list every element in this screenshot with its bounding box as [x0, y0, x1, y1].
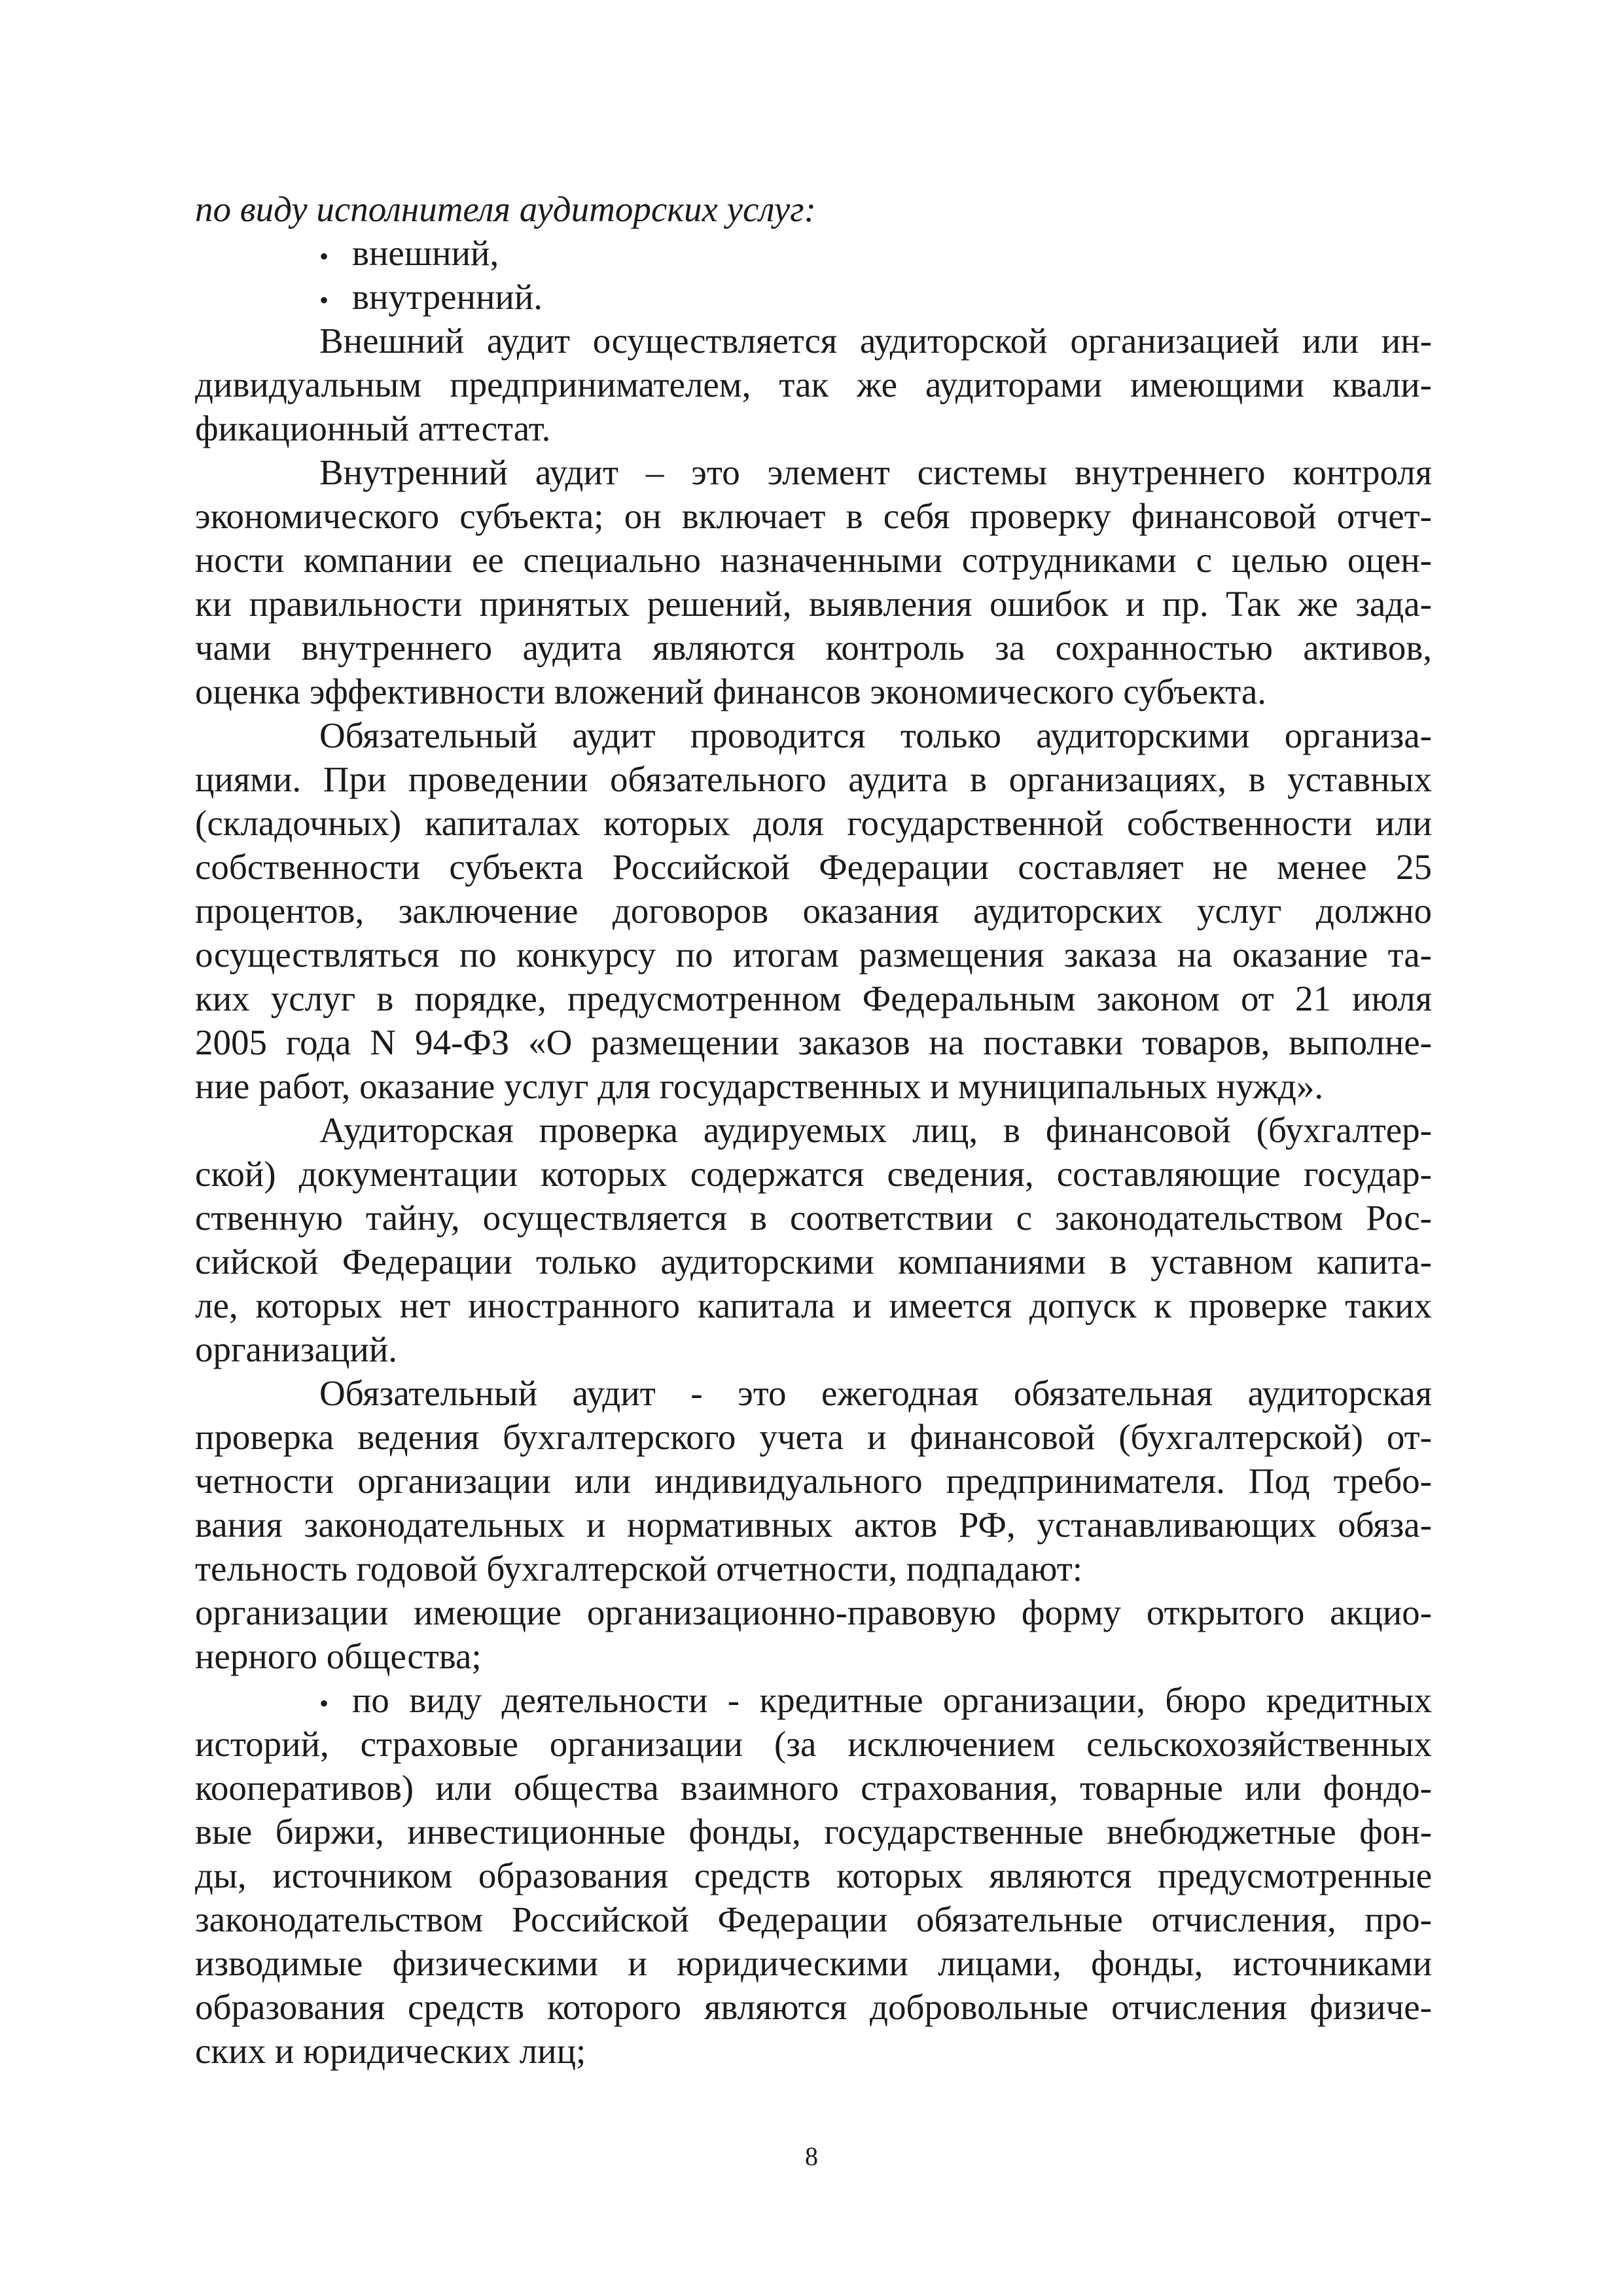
text-line: экономического субъекта; он включает в себя проверку финансовой отчет-	[195, 496, 1432, 536]
text-line: образования средств которого являются добровольные отчисления физиче-	[195, 1987, 1432, 2027]
text-line: ственную тайну, осуществляется в соответствии с законодательством Рос-	[195, 1198, 1432, 1238]
text-line: ности компании ее специально назначенными сотрудниками с целью оцен-	[195, 540, 1432, 580]
list-item-text: внешний,	[352, 233, 499, 273]
text-line: тельность годовой бухгалтерской отчетности, подпадают:	[195, 1549, 1083, 1588]
text-line: Обязательный аудит - это ежегодная обязательная аудиторская	[319, 1373, 1432, 1413]
paragraph-internal-audit	[195, 450, 1432, 713]
page-number: 8	[805, 2142, 818, 2171]
paragraph-state-secret-audit	[195, 1108, 1432, 1371]
text-line: сийской Федерации только аудиторскими компаниями в уставном капита-	[195, 1242, 1432, 1282]
text-line: Аудиторская проверка аудируемых лиц, в финансовой (бухгалтер-	[319, 1110, 1432, 1150]
list-item	[195, 1678, 1432, 1722]
text-line: ле, которых нет иностранного капитала и имеется допуск к проверке таких	[195, 1285, 1432, 1325]
page-body	[195, 187, 1432, 2073]
list-item	[195, 275, 1432, 319]
text-line: процентов, заключение договоров оказания аудиторских услуг должно	[195, 891, 1432, 931]
text-line: ских и юридических лиц;	[195, 2031, 586, 2071]
paragraph-external-audit	[195, 319, 1432, 450]
section-heading: по виду исполнителя аудиторских услуг:	[195, 189, 816, 229]
text-line: вые биржи, инвестиционные фонды, государственные внебюджетные фон-	[195, 1812, 1432, 1852]
text-line: Обязательный аудит проводится только аудиторскими организа-	[319, 715, 1432, 755]
list-item	[195, 231, 1432, 275]
text-line: собственности субъекта Российской Федерации составляет не менее 25	[195, 847, 1432, 887]
paragraph-organizations	[195, 1590, 1432, 1678]
text-line: фикационный аттестат.	[195, 408, 551, 448]
text-line: ние работ, оказание услуг для государственных и муниципальных нужд».	[195, 1066, 1324, 1106]
bullet-icon: •	[319, 242, 329, 271]
text-line: (складочных) капиталах которых доля государственной собственности или	[195, 803, 1432, 843]
bullet-icon: •	[319, 1689, 329, 1718]
list-item-text: по виду деятельности - кредитные организации, бюро кредитных	[352, 1680, 1432, 1720]
text-line: ки правильности принятых решений, выявления ошибок и пр. Так же зада-	[195, 584, 1432, 624]
paragraph-mandatory-audit-definition	[195, 1371, 1432, 1590]
text-line: организаций.	[195, 1329, 398, 1369]
text-line: организации имеющие организационно-правовую форму открытого акцио-	[195, 1592, 1432, 1632]
text-line: ской) документации которых содержатся сведения, составляющие государ-	[195, 1154, 1432, 1194]
text-line: чами внутреннего аудита являются контроль за сохранностью активов,	[195, 628, 1432, 668]
text-line: четности организации или индивидуального предпринимателя. Под требо-	[195, 1461, 1432, 1501]
text-line: Внутренний аудит – это элемент системы внутреннего контроля	[319, 452, 1432, 492]
text-line: проверка ведения бухгалтерского учета и финансовой (бухгалтерской) от-	[195, 1417, 1432, 1457]
text-line: дивидуальным предпринимателем, так же аудиторами имеющими квали-	[195, 365, 1432, 404]
text-line: вания законодательных и нормативных актов РФ, устанавливающих обяза-	[195, 1505, 1432, 1545]
list-item-activity	[195, 1678, 1432, 2073]
text-line: оценка эффективности вложений финансов экономического субъекта.	[195, 672, 1267, 711]
text-line: кооперативов) или общества взаимного страхования, товарные или фондо-	[195, 1768, 1432, 1808]
text-line: ды, источником образования средств которых являются предусмотренные	[195, 1856, 1432, 1895]
text-line: законодательством Российской Федерации обязательные отчисления, про-	[195, 1899, 1432, 1939]
text-line: изводимые физическими и юридическими лицами, фонды, источниками	[195, 1943, 1432, 1983]
text-line: 2005 года N 94-ФЗ «О размещении заказов на поставки товаров, выполне-	[195, 1022, 1432, 1062]
text-line: ких услуг в порядке, предусмотренном Федеральным законом от 21 июля	[195, 978, 1432, 1018]
text-line: Внешний аудит осуществляется аудиторской организацией или ин-	[319, 321, 1432, 361]
bullet-icon: •	[319, 285, 329, 315]
list-item-text: внутренний.	[352, 277, 543, 317]
text-line: осуществляться по конкурсу по итогам размещения заказа на оказание та-	[195, 935, 1432, 975]
paragraph-mandatory-audit	[195, 713, 1432, 1108]
text-line: историй, страховые организации (за исключением сельскохозяйственных	[195, 1724, 1432, 1764]
text-line: циями. При проведении обязательного аудита в организациях, в уставных	[195, 759, 1432, 799]
text-line: нерного общества;	[195, 1636, 482, 1676]
